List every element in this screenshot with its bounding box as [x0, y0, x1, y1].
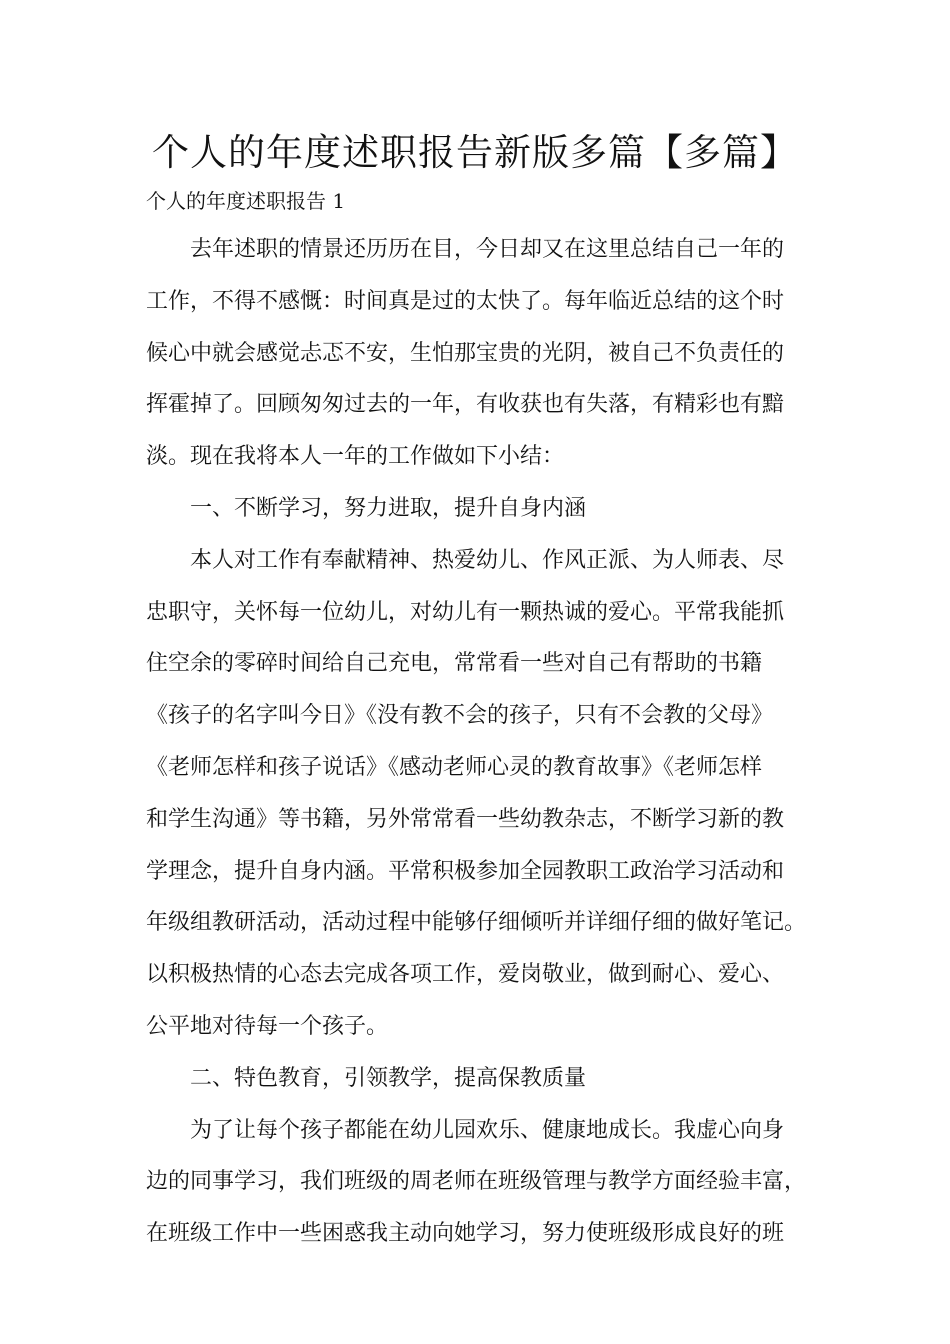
- paragraph-line: 去年述职的情景还历历在目，今日却又在这里总结自己一年的: [190, 237, 785, 262]
- document-subtitle: 个人的年度述职报告 1: [146, 189, 346, 213]
- paragraph-line: 年级组教研活动，活动过程中能够仔细倾听并详细仔细的做好笔记。: [146, 910, 807, 936]
- paragraph-line: 二、特色教育，引领教学，提高保教质量: [190, 1065, 587, 1091]
- paragraph-line: 学理念，提升自身内涵。平常积极参加全园教职工政治学习活动和: [146, 858, 785, 884]
- paragraph-line: 候心中就会感觉忐忑不安，生怕那宝贵的光阴，被自己不负责任的: [146, 340, 785, 366]
- paragraph-line: 在班级工作中一些困惑我主动向她学习，努力使班级形成良好的班: [146, 1221, 785, 1247]
- paragraph-line: 和学生沟通》等书籍，另外常常看一些幼教杂志，不断学习新的教: [146, 806, 785, 832]
- paragraph-line: 住空余的零碎时间给自己充电，常常看一些对自己有帮助的书籍: [146, 651, 763, 677]
- paragraph-line: 淡。现在我将本人一年的工作做如下小结：: [146, 444, 565, 470]
- paragraph-line: 工作，不得不感慨：时间真是过的太快了。每年临近总结的这个时: [146, 288, 785, 314]
- paragraph-line: 《老师怎样和孩子说话》《感动老师心灵的教育故事》《老师怎样: [146, 754, 763, 780]
- document-title: 个人的年度述职报告新版多篇【多篇】: [152, 131, 798, 174]
- paragraph-line: 公平地对待每一个孩子。: [146, 1013, 389, 1039]
- paragraph-line: 为了让每个孩子都能在幼儿园欢乐、健康地成长。我虚心向身: [190, 1117, 785, 1143]
- paragraph-line: 边的同事学习，我们班级的周老师在班级管理与教学方面经验丰富，: [146, 1169, 807, 1195]
- document-body: [146, 230, 810, 1266]
- paragraph-line: 以积极热情的心态去完成各项工作，爱岗敬业，做到耐心、爱心、: [146, 962, 785, 988]
- paragraph-line: 挥霍掉了。回顾匆匆过去的一年，有收获也有失落，有精彩也有黯: [146, 392, 785, 418]
- paragraph-line: 本人对工作有奉献精神、热爱幼儿、作风正派、为人师表、尽: [190, 547, 785, 573]
- paragraph-line: 忠职守，关怀每一位幼儿，对幼儿有一颗热诚的爱心。平常我能抓: [146, 599, 785, 625]
- paragraph-line: 《孩子的名字叫今日》《没有教不会的孩子，只有不会教的父母》: [146, 703, 774, 729]
- paragraph-line: 一、不断学习，努力进取，提升自身内涵: [190, 495, 587, 521]
